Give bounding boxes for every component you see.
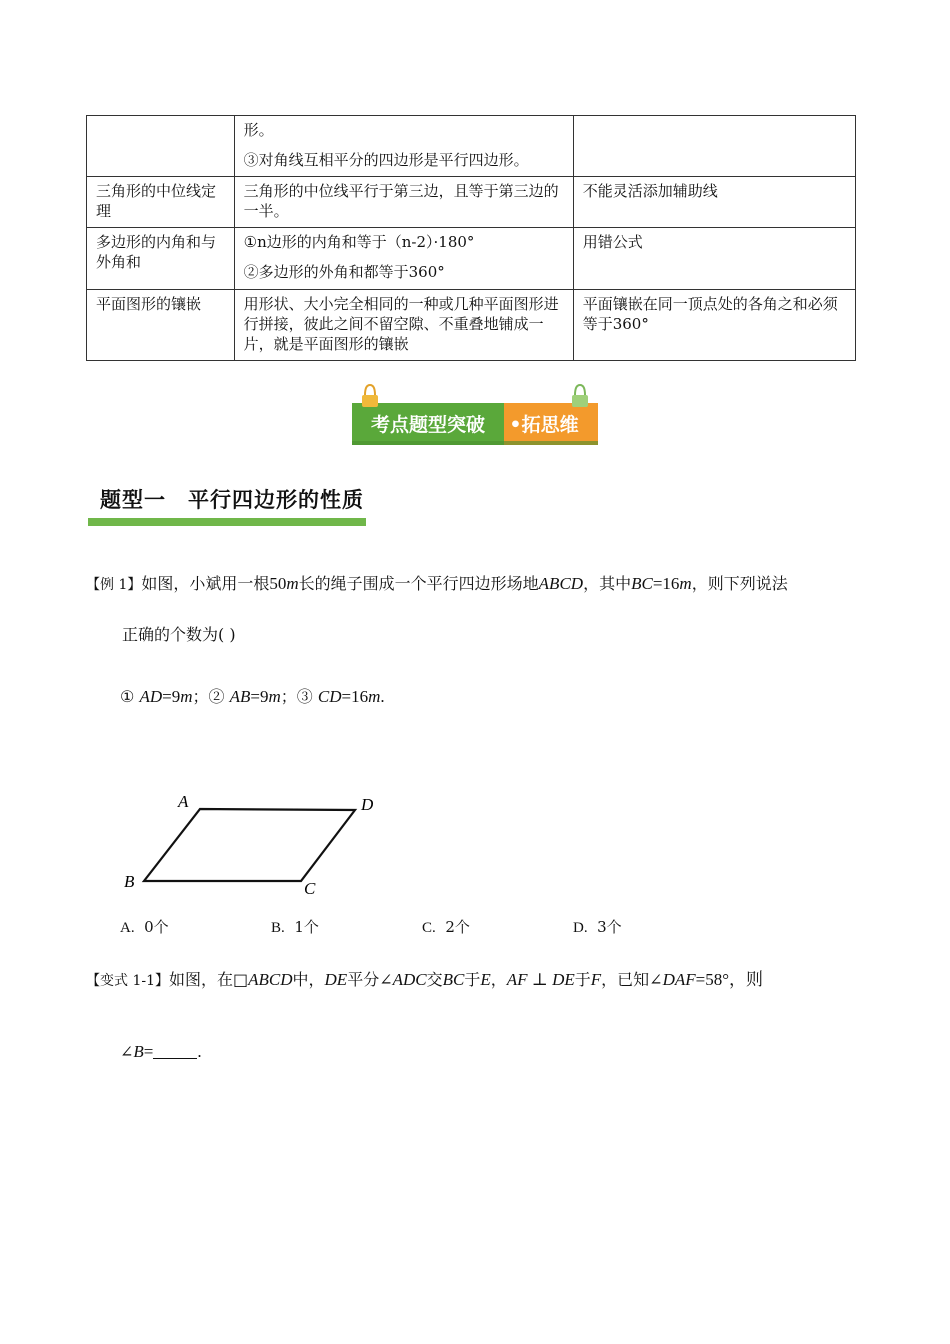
option-b[interactable]: B. 1个 [271, 918, 319, 936]
parallelogram-figure [118, 786, 388, 898]
table-row [87, 177, 856, 228]
cell-text: ②多边形的外角和都等于360° [243, 263, 445, 281]
cell-text: ③对角线互相平分的四边形是平行四边形。 [243, 151, 529, 169]
cell-text: 用形状、大小完全相同的一种或几种平面图形进行拼接，彼此之间不留空隙、不重叠地铺成一片，就是平面图形的镶嵌 [243, 295, 559, 353]
table-cell [87, 116, 235, 177]
example1-statements: ① AD=9m；② AB=9m；③ CD=16m. [120, 687, 385, 706]
table-cell: 平面镶嵌在同一顶点处的各角之和必须等于360° [573, 290, 855, 361]
knowledge-table [86, 115, 856, 361]
vertex-label-d: D [361, 795, 374, 814]
table-cell: 三角形的中位线定理 [87, 177, 235, 228]
variant1-line2: ∠B= . [120, 1042, 202, 1061]
table-cell [573, 116, 855, 177]
cell-text: ①n边形的内角和等于（n-2）·180° [243, 233, 475, 251]
table-cell: 平面图形的镶嵌 [87, 290, 235, 361]
table-cell: 不能灵活添加辅助线 [573, 177, 855, 228]
table-row [87, 116, 856, 177]
clip-right-icon [572, 385, 588, 407]
table-cell: 多边形的内角和与外角和 [87, 228, 235, 290]
variant1-line1: 【变式 1-1】如图，在□ABCD中，DE平分∠ADC交BC于E，AF ⊥ DE于F，已知∠DAF=58°，则 [86, 970, 764, 989]
section-banner [350, 383, 600, 447]
clip-left-icon [362, 385, 378, 407]
cell-text: 形。 [243, 121, 274, 139]
vertex-label-c: C [304, 879, 316, 898]
variant-tag: 【变式 1-1】 [86, 973, 169, 989]
option-a[interactable]: A. 0个 [120, 918, 169, 936]
section-heading: 平行四边形的性质 [188, 488, 364, 512]
example1-line1: 【例 1】如图，小斌用一根50m长的绳子围成一个平行四边形场地ABCD，其中BC=16m，则下列说法 [86, 574, 788, 593]
example1-line2: 正确的个数为( ) [122, 625, 236, 644]
table-row [87, 228, 856, 290]
table-row [87, 290, 856, 361]
section-underline [88, 518, 366, 526]
table-cell [234, 177, 573, 228]
table-cell: 用错公式 [573, 228, 855, 290]
vertex-label-a: A [178, 792, 189, 811]
banner-left-text: 考点题型突破 [370, 414, 486, 436]
section-label: 题型一 [100, 488, 166, 512]
table-cell [234, 116, 573, 177]
example-tag: 【例 1】 [86, 577, 142, 593]
answer-blank[interactable] [153, 1044, 197, 1059]
cell-text: 三角形的中位线平行于第三边，且等于第三边的一半。 [243, 182, 559, 220]
vertex-label-b: B [124, 872, 135, 891]
section-title [100, 484, 364, 514]
table-cell [234, 228, 573, 290]
option-d[interactable]: D. 3个 [573, 918, 622, 936]
parallelogram-shape [144, 809, 355, 881]
table-cell [234, 290, 573, 361]
option-c[interactable]: C. 2个 [422, 918, 470, 936]
banner-right-text: •拓思维 [509, 414, 579, 436]
